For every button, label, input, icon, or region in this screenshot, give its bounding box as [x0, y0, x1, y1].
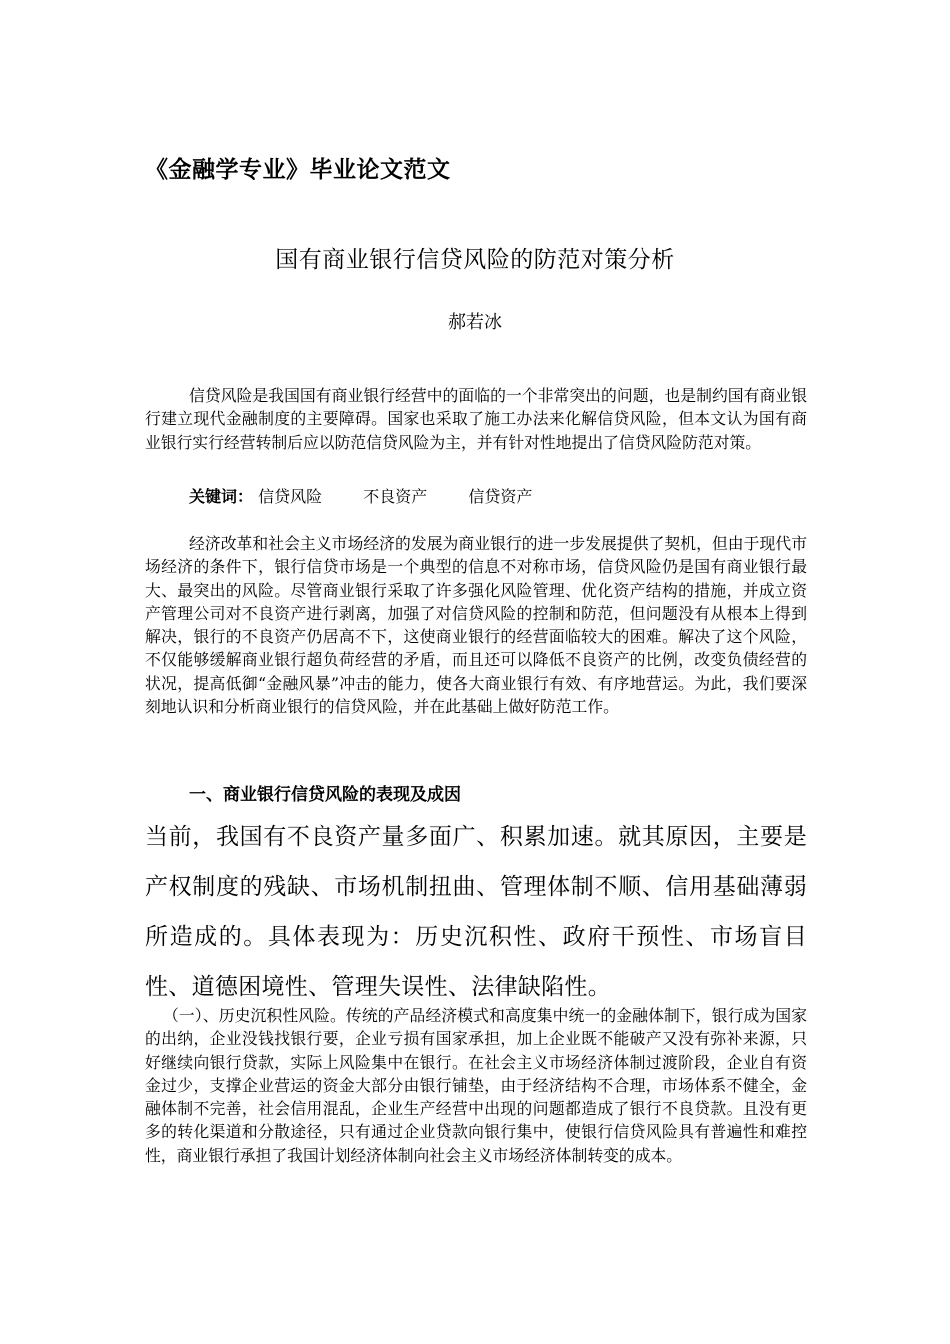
section-lead-paragraph: 当前，我国有不良资产量多面广、积累加速。就其原因，主要是产权制度的残缺、市场机制扭曲、管理体制不顺、信用基础薄弱所造成的。具体表现为：历史沉积性、政府干预性、市场盲目性、道德困境性、管理失误性、法律缺陷性。	[145, 824, 807, 1000]
keyword-item: 信贷风险	[258, 487, 323, 506]
abstract-paragraph: 信贷风险是我国国有商业银行经营中的面临的一个非常突出的问题，也是制约国有商业银行建立现代金融制度的主要障碍。国家也采取了施工办法来化解信贷风险，但本文认为国有商业银行实行经营转制后应以防范信贷风险为主，并有针对性地提出了信贷风险防范对策。	[145, 386, 807, 452]
intro-paragraph: 经济改革和社会主义市场经济的发展为商业银行的进一步发展提供了契机，但由于现代市场经济的条件下，银行信贷市场是一个典型的信息不对称市场，信贷风险仍是国有商业银行最大、最突出的风险。尽管商业银行采取了许多强化风险管理、优化资产结构的措施，并成立资产管理公司对不良资产进行剥离，加强了对信贷风险的控制和防范，但问题没有从根本上得到解决，银行的不良资产仍居高不下，这使商业银行的经营面临较大的困难。解决了这个风险，不仅能够缓解商业银行超负荷经营的矛盾，而且还可以降低不良资产的比例，改变负债经营的状况，提高低御“金融风暴”冲击的能力，使各大商业银行有效、有序地营运。为此，我们要深刻地认识和分析商业银行的信贷风险，并在此基础上做好防范工作。	[145, 534, 807, 717]
subsection-paragraph: （一）、历史沉积性风险。传统的产品经济模式和高度集中统一的金融体制下，银行成为国家的出纳，企业没钱找银行要，企业亏损有国家承担，加上企业既不能破产又没有弥补来源，只好继续向银行贷款，实际上风险集中在银行。在社会主义市场经济体制过渡阶段，企业自有资金过少，支撑企业营运的资金大部分由银行铺垫，由于经济结构不合理，市场体系不健全，金融体制不完善，社会信用混乱，企业生产经营中出现的问题都造成了银行不良贷款。且没有更多的转化渠道和分散途径，只有通过企业贷款向银行集中，使银行信贷风险具有普遍性和难控性，商业银行承担了我国计划经济体制向社会主义市场经济体制转变的成本。	[145, 1006, 807, 1165]
section-heading: 一、商业银行信贷风险的表现及成因	[189, 785, 461, 805]
author-name: 郝若冰	[448, 312, 502, 333]
paper-title: 国有商业银行信贷风险的防范对策分析	[275, 247, 675, 273]
keywords-line	[145, 484, 851, 510]
keywords-label: 关键词：	[189, 487, 254, 506]
keyword-item: 不良资产	[363, 487, 428, 506]
keyword-item: 信贷资产	[468, 487, 533, 506]
document-title: 《金融学专业》毕业论文范文	[145, 157, 451, 183]
